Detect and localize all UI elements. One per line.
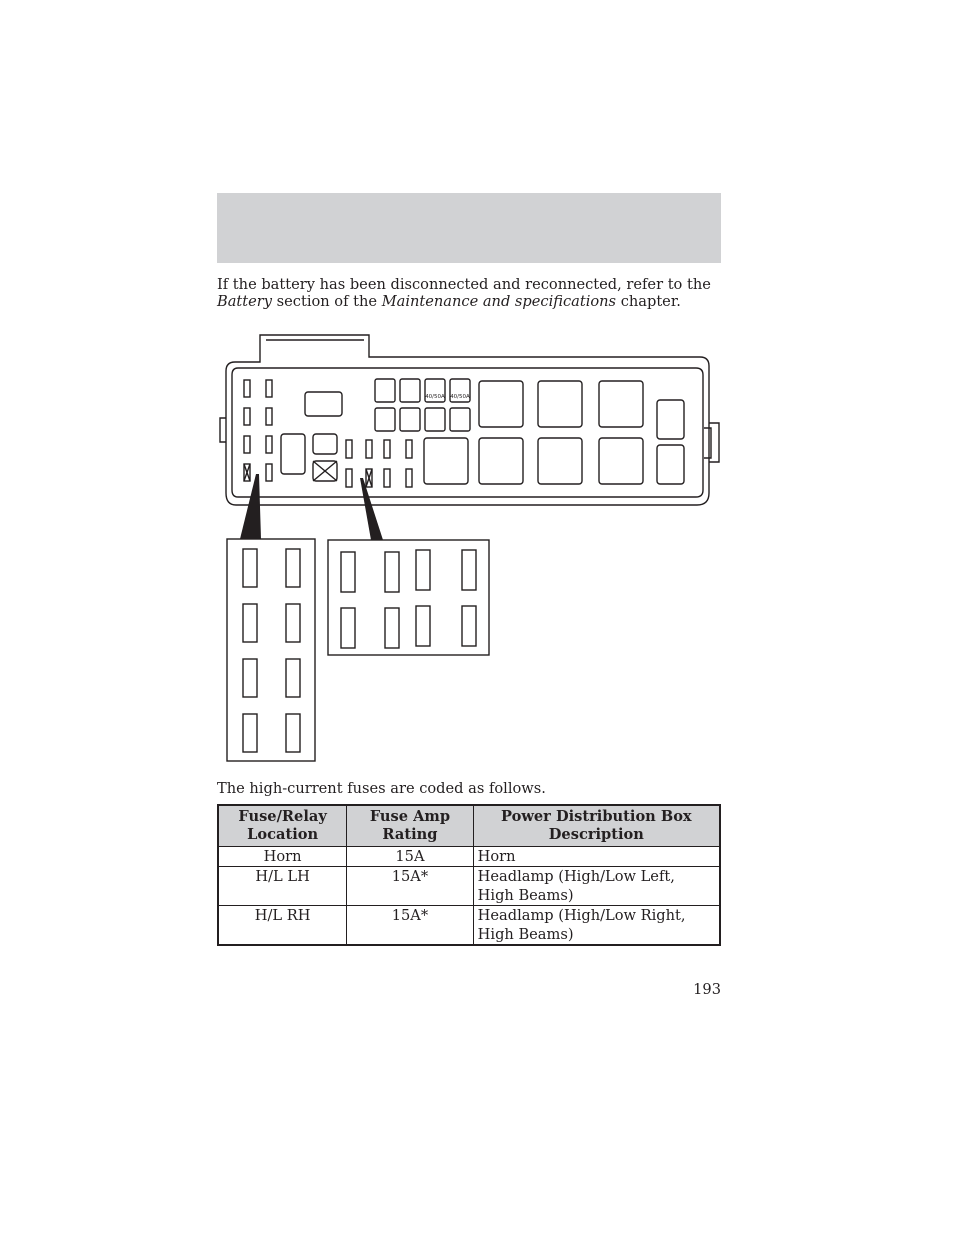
fuse-amp-label: 40/50A [425,394,445,400]
intro-text: If the battery has been disconnected and reconnected, refer to the [217,276,711,293]
mini-fuse [341,608,355,648]
fuse-rating-cell: 15A* [347,906,473,946]
column-header: Power Distribution Box Description [473,805,720,847]
fuse-location-cell: H/L RH [218,906,347,946]
mini-fuse [385,552,399,592]
mini-fuse [243,604,257,642]
large-relay [424,438,468,484]
large-relay [479,438,523,484]
mini-fuse [266,464,272,481]
mini-fuse [406,469,412,487]
mini-fuse [416,606,430,646]
page-number: 193 [693,981,721,998]
relay [305,392,342,416]
mini-fuse [346,469,352,487]
intro-paragraph [217,277,721,310]
maxi-fuse [400,408,420,431]
mini-fuse [243,659,257,697]
large-relay [599,381,643,427]
mini-fuse [266,408,272,425]
mini-fuse [384,440,390,458]
fuse-location-cell: H/L LH [218,867,347,906]
column-header: Fuse/Relay Location [218,805,347,847]
chapter-reference: Maintenance and specifications [381,292,617,310]
relay [281,434,305,474]
right-connector [704,423,719,462]
fuse-amp-label: 40/50A [450,394,470,400]
large-relay [599,438,643,484]
mini-fuse [286,714,300,752]
fuse-description-cell: Horn [473,847,720,867]
maxi-fuse [375,379,395,402]
column-header: Fuse Amp Rating [347,805,473,847]
mini-fuse [286,659,300,697]
mini-fuse [346,440,352,458]
mini-fuse [243,549,257,587]
mini-fuse [462,550,476,590]
fuse-rating-cell: 15A* [347,867,473,906]
relay [313,434,337,454]
large-relay [538,381,582,427]
maxi-fuse [450,408,470,431]
callout-pointer-left [240,474,261,539]
mini-fuse [416,550,430,590]
left-tab [220,418,226,442]
battery-reference: Battery [217,292,273,310]
fuse-location-cell: Horn [218,847,347,867]
table-caption: The high-current fuses are coded as follows. [217,780,546,797]
mini-fuse [341,552,355,592]
mini-fuse [286,604,300,642]
maxi-fuse [425,408,445,431]
maxi-fuse [375,408,395,431]
fuse-description-cell: Headlamp (High/Low Right, High Beams) [473,906,720,946]
mini-fuse [385,608,399,648]
table-row [218,906,720,946]
intro-text: chapter. [616,292,681,310]
large-relay [479,381,523,427]
mini-fuse [462,606,476,646]
table-header-row [218,805,720,847]
mini-fuse [286,549,300,587]
power-distribution-box-diagram [214,330,724,770]
detail-callout-right [328,540,489,655]
large-relay [538,438,582,484]
mini-fuse [244,408,250,425]
mini-fuse [266,380,272,397]
mini-fuse [244,380,250,397]
mini-fuse [244,436,250,453]
relay [657,400,684,439]
mini-fuse [266,436,272,453]
intro-text: section of the [272,292,382,310]
detail-callout-left [227,539,315,761]
table-row [218,867,720,906]
mini-fuse [243,714,257,752]
high-current-fuse-table [217,804,721,946]
section-header-band [217,193,721,263]
table-row [218,847,720,867]
relay [657,445,684,484]
mini-fuse [406,440,412,458]
maxi-fuse [400,379,420,402]
fuse-rating-cell: 15A [347,847,473,867]
mini-fuse [366,440,372,458]
mini-fuse [384,469,390,487]
fuse-description-cell: Headlamp (High/Low Left, High Beams) [473,867,720,906]
